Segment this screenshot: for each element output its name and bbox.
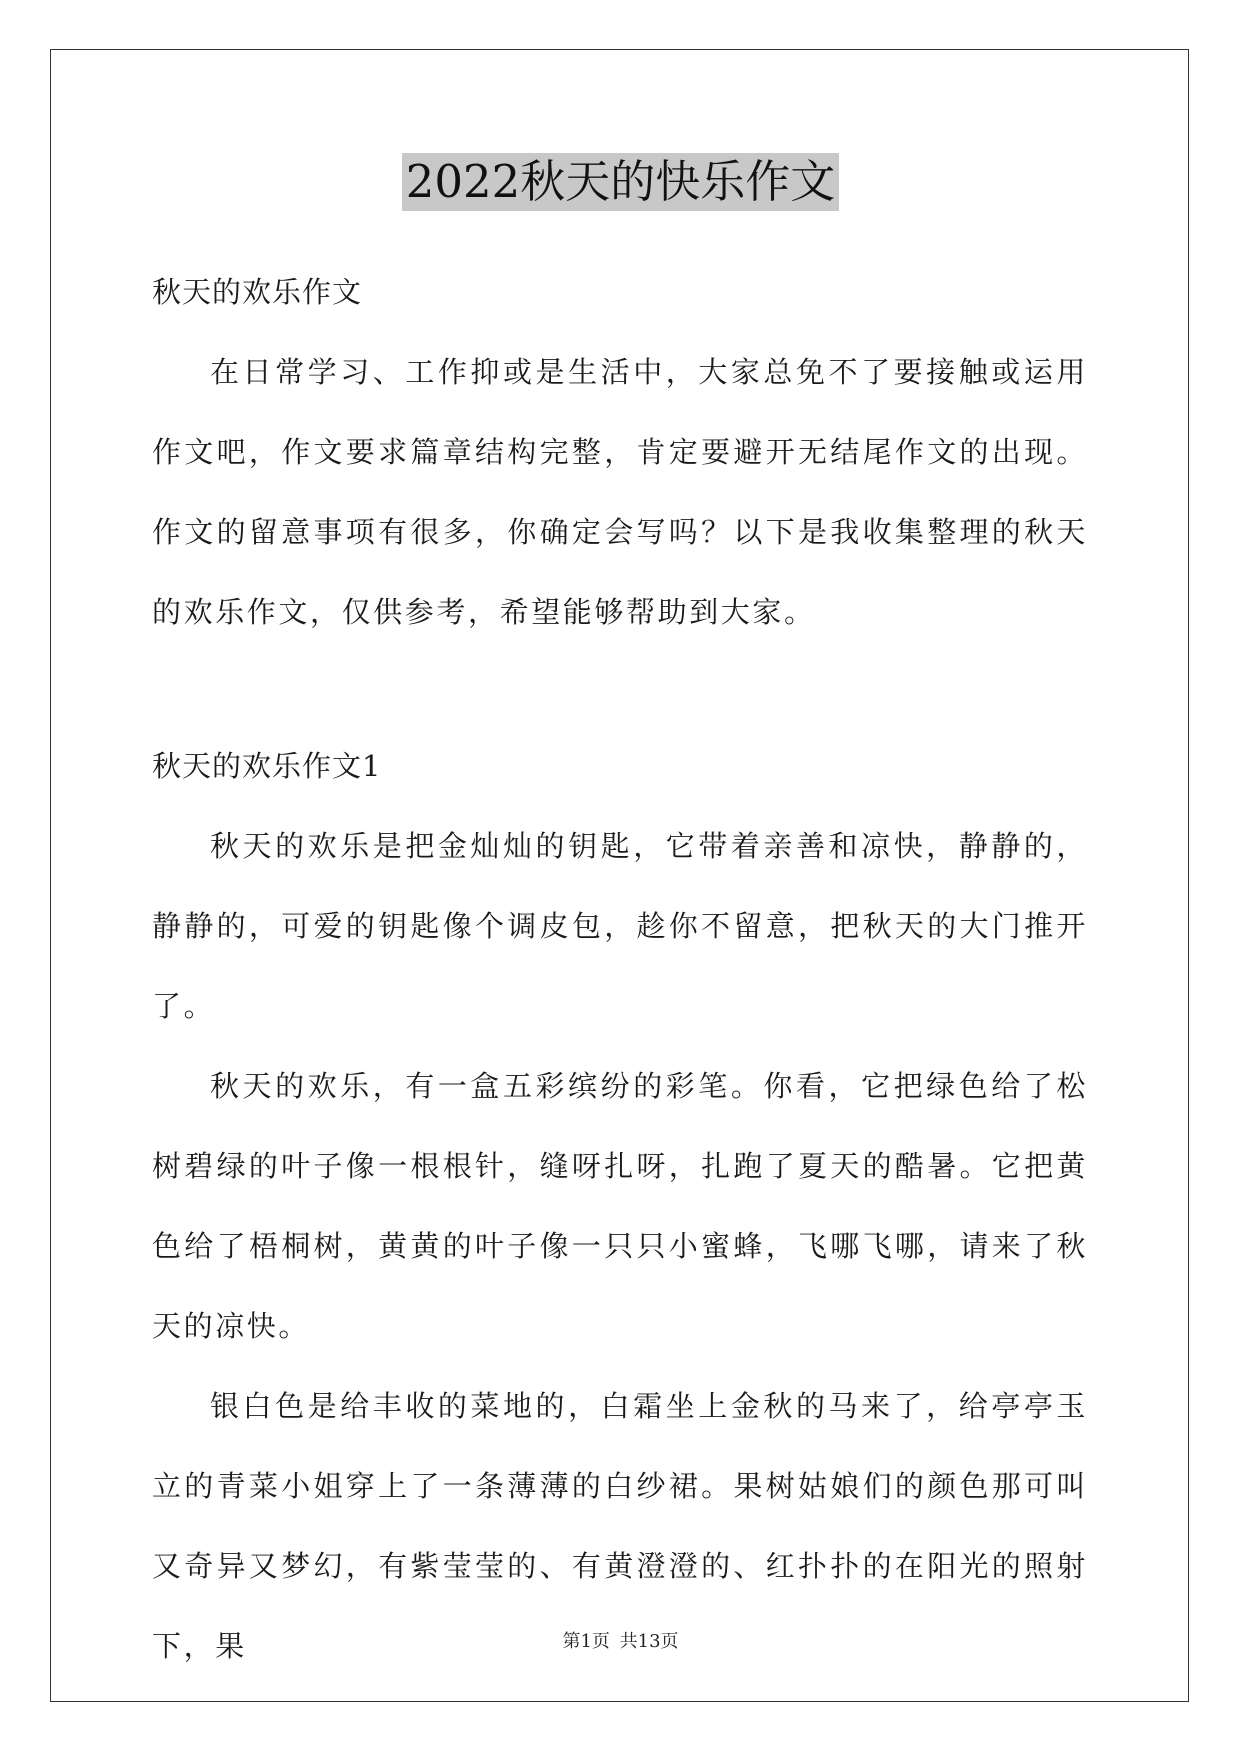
page-footer	[0, 1627, 1241, 1653]
paragraph-2: 秋天的欢乐，有一盒五彩缤纷的彩笔。你看，它把绿色给了松树碧绿的叶子像一根根针，缝呀扎呀，扎跑了夏天的酷暑。它把黄色给了梧桐树，黄黄的叶子像一只只小蜜蜂，飞哪飞哪，请来了秋天的凉快。	[152, 1069, 1088, 1343]
paragraph-3: 银白色是给丰收的菜地的，白霜坐上金秋的马来了，给亭亭玉立的青菜小姐穿上了一条薄薄的白纱裙。果树姑娘们的颜色那可叫又奇异又梦幻，有紫莹莹的、有黄澄澄的、红扑扑的在阳光的照射下，果	[152, 1389, 1088, 1663]
document-title: 2022秋天的快乐作文	[402, 153, 840, 211]
paragraph-1: 秋天的欢乐是把金灿灿的钥匙，它带着亲善和凉快，静静的，静静的，可爱的钥匙像个调皮包，趁你不留意，把秋天的大门推开了。	[152, 829, 1088, 1023]
document-body	[152, 252, 1088, 1686]
intro-heading: 秋天的欢乐作文	[152, 275, 363, 309]
page-total: 共13页	[619, 1631, 679, 1652]
title-wrap	[0, 153, 1241, 211]
intro-paragraph: 在日常学习、工作抑或是生活中，大家总免不了要接触或运用作文吧，作文要求篇章结构完整，肯定要避开无结尾作文的出现。作文的留意事项有很多，你确定会写吗？以下是我收集整理的秋天的欢乐作文，仅供参考，希望能够帮助到大家。	[152, 355, 1088, 629]
page-number: 第1页	[562, 1631, 610, 1652]
section-heading: 秋天的欢乐作文1	[152, 749, 382, 783]
